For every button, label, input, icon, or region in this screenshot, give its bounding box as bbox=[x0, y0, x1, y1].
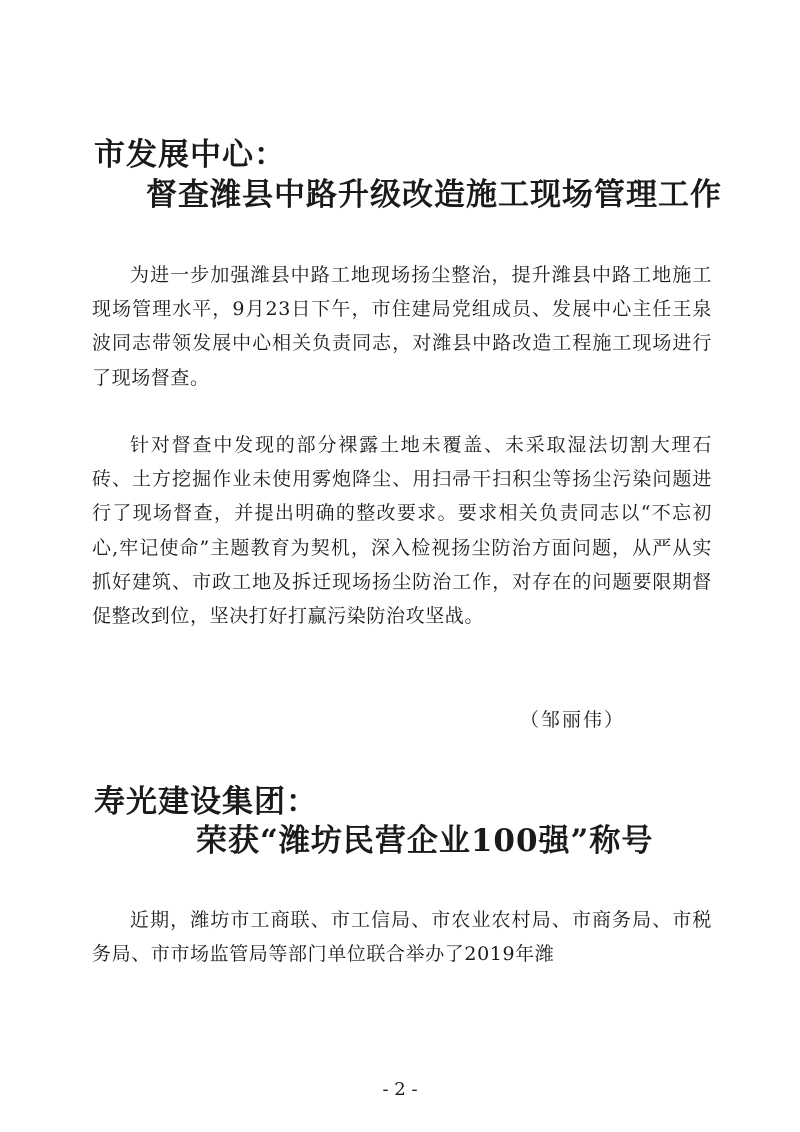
section-1-paragraph-1: 为进一步加强潍县中路工地现场扬尘整治，提升潍县中路工地施工现场管理水平，9月23日下午，市住建局党组成员、发展中心主任王泉波同志带领发展中心相关负责同志，对潍县中路改造工程施工现场进行了现场督查。 bbox=[92, 264, 712, 389]
section-1-author: （邹丽伟） bbox=[520, 709, 626, 731]
section-1-paragraph-2: 针对督查中发现的部分裸露土地未覆盖、未采取湿法切割大理石砖、土方挖掘作业未使用雾炮降尘、用扫帚干扫积尘等扬尘污染问题进行了现场督查，并提出明确的整改要求。要求相关负责同志以“不忘初心,牢记使命”主题教育为契机，深入检视扬尘防治方面问题，从严从实抓好建筑、市政工地及拆迁现场扬尘防治工作，对存在的问题要限期督促整改到位，坚决打好打赢污染防治攻坚战。 bbox=[92, 434, 712, 628]
section-2-org-heading: 寿光建设集团： bbox=[94, 784, 318, 820]
section-1-org-heading: 市发展中心： bbox=[94, 137, 286, 173]
section-1-subtitle: 督查潍县中路升级改造施工现场管理工作 bbox=[146, 177, 722, 213]
section-2-paragraph-1: 近期，潍坊市工商联、市工信局、市农业农村局、市商务局、市税务局、市市场监管局等部门单位联合举办了2019年潍 bbox=[92, 909, 712, 966]
section-2-subtitle: 荣获“潍坊民营企业100强”称号 bbox=[196, 823, 654, 859]
page-number: - 2 - bbox=[382, 1079, 418, 1100]
